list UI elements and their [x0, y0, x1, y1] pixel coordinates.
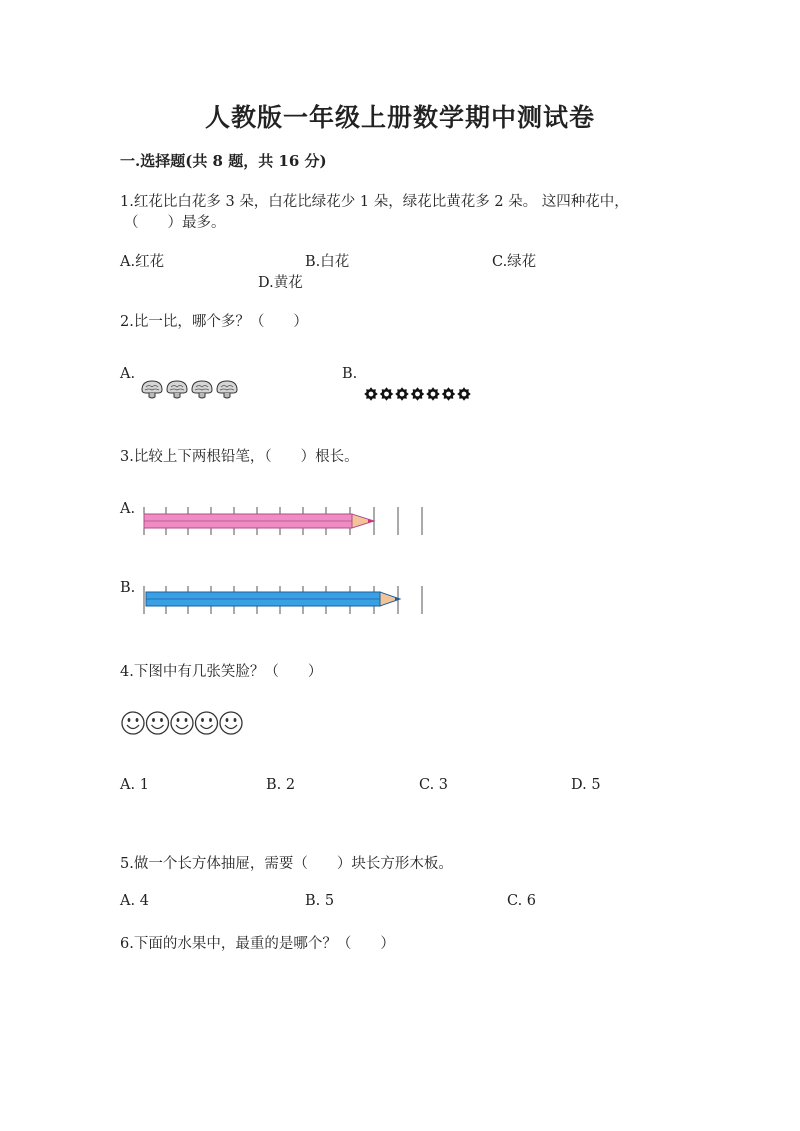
smiley-face-icon: [171, 712, 193, 734]
q3-option-a[interactable]: A.: [120, 501, 136, 517]
section-heading: 一.选择题(共 8 题，共 16 分): [120, 152, 327, 170]
mushroom-icon: [167, 381, 187, 398]
smiley-face-icon: [196, 712, 218, 734]
mushroom-icon: [217, 381, 237, 398]
q2-mushroom-group: [140, 378, 250, 400]
mushroom-icon: [192, 381, 212, 398]
question-4-text: 4.下图中有几张笑脸？（ ）: [120, 664, 323, 680]
q5-option-c[interactable]: C. 6: [507, 893, 537, 909]
q1-option-b[interactable]: B.白花: [305, 254, 350, 270]
smiley-face-icon: [220, 712, 242, 734]
q3-pencil-a-figure: [140, 505, 430, 539]
q2-option-a[interactable]: A.: [120, 366, 136, 382]
q4-option-c[interactable]: C. 3: [419, 777, 449, 793]
q4-option-d[interactable]: D. 5: [571, 777, 601, 793]
question-1-text-cont: （ ）最多。: [124, 215, 226, 231]
gear-icon: [364, 387, 378, 401]
question-5-text: 5.做一个长方体抽屉，需要（ ）块长方形木板。: [120, 856, 453, 872]
q2-gear-group: [364, 386, 479, 404]
q1-option-d[interactable]: D.黄花: [258, 275, 303, 291]
q3-pencil-b-figure: [140, 584, 430, 618]
q1-option-a[interactable]: A.红花: [120, 254, 165, 270]
gear-icon: [411, 387, 425, 401]
q1-option-c[interactable]: C.绿花: [492, 254, 537, 270]
smiley-face-icon: [147, 712, 169, 734]
q4-option-a[interactable]: A. 1: [120, 777, 149, 793]
gear-icon: [457, 387, 471, 401]
gear-icon: [426, 387, 440, 401]
gear-icon: [395, 387, 409, 401]
q5-option-a[interactable]: A. 4: [120, 893, 149, 909]
q4-smiley-group: [121, 711, 251, 737]
gear-icon: [380, 387, 394, 401]
question-3-text: 3.比较上下两根铅笔，（ ）根长。: [120, 449, 359, 465]
question-1-text: 1.红花比白花多 3 朵，白花比绿花少 1 朵，绿花比黄花多 2 朵。 这四种花中，: [120, 194, 629, 210]
q3-option-b[interactable]: B.: [120, 580, 136, 596]
q4-option-b[interactable]: B. 2: [266, 777, 296, 793]
mushroom-icon: [142, 381, 162, 398]
q5-option-b[interactable]: B. 5: [305, 893, 335, 909]
page-title: 人教版一年级上册数学期中测试卷: [204, 103, 595, 132]
question-2-text: 2.比一比，哪个多？（ ）: [120, 314, 308, 330]
smiley-face-icon: [122, 712, 144, 734]
question-6-text: 6.下面的水果中，最重的是哪个？（ ）: [120, 936, 395, 952]
q2-option-b[interactable]: B.: [342, 366, 358, 382]
gear-icon: [442, 387, 456, 401]
